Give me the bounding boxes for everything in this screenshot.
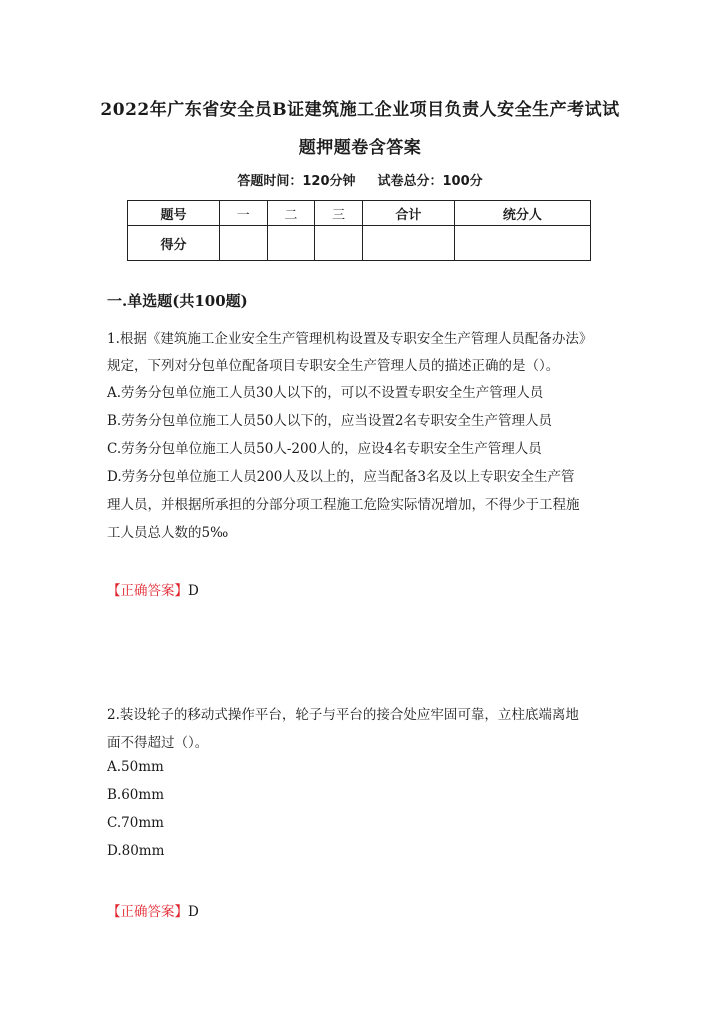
score-cell	[267, 226, 315, 261]
question-1-answer	[107, 579, 199, 599]
exam-title-line1: 2022年广东省安全员B证建筑施工企业项目负责人安全生产考试试	[100, 100, 620, 120]
question-1-stem: 规定，下列对分包单位配备项目专职安全生产管理人员的描述正确的是（）。	[107, 358, 560, 374]
question-2-option-b: B.60mm	[107, 787, 164, 803]
answer-value: D	[188, 904, 199, 920]
question-1-stem: 1.根据《建筑施工企业安全生产管理机构设置及专职安全生产管理人员配备办法》	[107, 331, 593, 347]
score-header-cell: 二	[267, 201, 315, 226]
question-1-option-d-cont: 理人员，并根据所承担的分部分项工程施工危险实际情况增加，不得少于工程施	[107, 497, 580, 513]
question-2-answer	[107, 900, 199, 920]
question-2-stem: 2.装设轮子的移动式操作平台，轮子与平台的接合处应牢固可靠，立柱底端离地	[107, 707, 579, 723]
time-label: 答题时间：120分钟	[237, 174, 356, 189]
question-1-option-d: D.劳务分包单位施工人员200人及以上的，应当配备3名及以上专职安全生产管	[107, 469, 575, 485]
score-header-cell: 一	[219, 201, 267, 226]
score-header-cell: 统分人	[454, 201, 590, 226]
exam-meta	[0, 170, 720, 189]
score-header-cell: 三	[315, 201, 363, 226]
section-title: 一.单选题(共100题)	[107, 292, 248, 310]
question-1-option-a: A.劳务分包单位施工人员30人以下的，可以不设置专职安全生产管理人员	[107, 385, 544, 401]
question-1-option-b: B.劳务分包单位施工人员50人以下的，应当设置2名专职安全生产管理人员	[107, 413, 552, 429]
score-header-cell: 题号	[128, 201, 220, 226]
question-2-stem: 面不得超过（）。	[107, 735, 209, 751]
answer-tag: 【正确答案】	[107, 583, 188, 599]
score-row-label: 得分	[128, 226, 220, 261]
score-cell	[219, 226, 267, 261]
exam-title-line2: 题押题卷含答案	[298, 138, 422, 158]
question-2-option-d: D.80mm	[107, 843, 165, 859]
total-score-label: 试卷总分：100分	[377, 174, 483, 189]
answer-value: D	[188, 583, 199, 599]
score-cell	[362, 226, 454, 261]
answer-tag: 【正确答案】	[107, 904, 188, 920]
question-2-option-a: A.50mm	[107, 759, 164, 775]
score-table-score-row	[128, 226, 591, 261]
question-1-option-c: C.劳务分包单位施工人员50人-200人的，应设4名专职安全生产管理人员	[107, 441, 542, 457]
score-header-cell: 合计	[362, 201, 454, 226]
score-table-header-row	[128, 201, 591, 226]
score-cell	[454, 226, 590, 261]
question-1-option-d-cont: 工人员总人数的5‰	[107, 525, 229, 541]
score-table	[127, 200, 591, 261]
score-cell	[315, 226, 363, 261]
question-2-option-c: C.70mm	[107, 815, 164, 831]
